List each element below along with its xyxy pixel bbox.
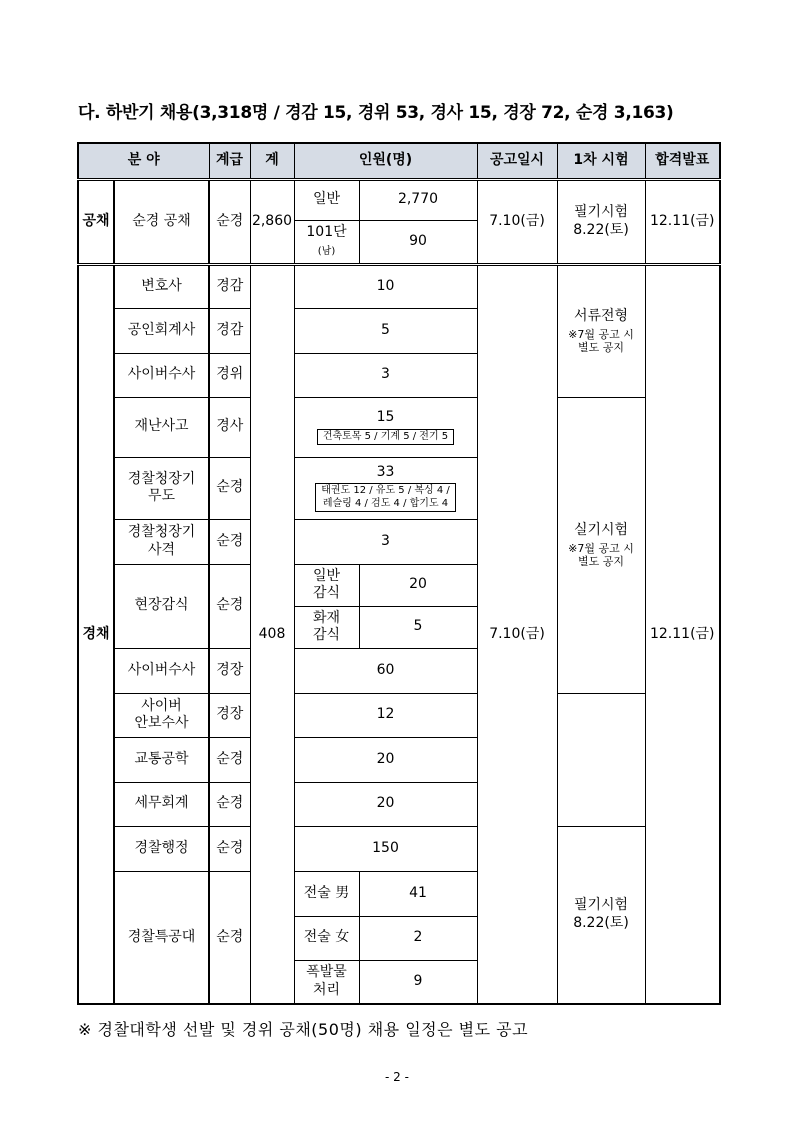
rank-cell: 순경	[209, 871, 250, 1004]
sub-count: 2	[359, 916, 477, 960]
field-cell: 경찰행정	[114, 826, 209, 871]
field-cell: 경찰청장기 사격	[114, 519, 209, 564]
total-cell: 2,860	[250, 179, 294, 264]
sub-label: 일반 감식	[294, 564, 359, 606]
sub-label: 폭발물 처리	[294, 960, 359, 1004]
table-row	[78, 782, 720, 826]
sub-label: 전술 女	[294, 916, 359, 960]
field-cell: 현장감식	[114, 564, 209, 648]
detail-box: 태권도 12 / 유도 5 / 복싱 4 / 레슬링 4 / 검도 4 / 합기도 4	[315, 483, 456, 512]
sub-count: 20	[359, 564, 477, 606]
count-cell: 60	[294, 648, 477, 693]
header-exam1: 1차 시험	[557, 143, 645, 179]
rank-cell: 경감	[209, 264, 250, 308]
sub-count: 2,770	[359, 179, 477, 220]
count-cell: 5	[294, 308, 477, 353]
page-number: - 2 -	[385, 1070, 409, 1084]
count-cell: 33 태권도 12 / 유도 5 / 복싱 4 / 레슬링 4 / 검도 4 / 합기도 4	[294, 457, 477, 519]
count-cell: 3	[294, 519, 477, 564]
rank-cell: 순경	[209, 519, 250, 564]
footnote: ※ 경찰대학생 선발 및 경위 공채(50명) 채용 일정은 별도 공고	[78, 1020, 529, 1039]
field-cell: 사이버수사	[114, 648, 209, 693]
rank-cell: 경장	[209, 693, 250, 737]
exam-cell-document: 서류전형 ※7월 공고 시 별도 공지	[557, 264, 645, 397]
exam-cell	[557, 179, 645, 264]
table-row	[78, 264, 720, 308]
sub-label: 101단 (남)	[294, 220, 359, 264]
announce-cell: 7.10(금)	[477, 179, 557, 264]
rank-cell: 순경	[209, 782, 250, 826]
table-row	[78, 826, 720, 871]
field-cell: 교통공학	[114, 737, 209, 782]
exam-title: 필기시험	[573, 204, 629, 220]
category-gyeongchae: 경채	[78, 264, 114, 1004]
header-row	[78, 143, 720, 179]
field-cell: 순경 공채	[114, 179, 209, 264]
count-cell: 3	[294, 353, 477, 397]
sub-label: 일반	[294, 179, 359, 220]
recruitment-table	[77, 142, 721, 1005]
category-gongchae: 공채	[78, 179, 114, 264]
sub-label: 전술 男	[294, 871, 359, 916]
header-personnel: 인원(명)	[294, 143, 477, 179]
count-cell: 15 건축토목 5 / 기계 5 / 전기 5	[294, 397, 477, 457]
rank-cell: 경장	[209, 648, 250, 693]
table-row	[78, 693, 720, 737]
section-title: 다. 하반기 채용(3,318명 / 경감 15, 경위 53, 경사 15, 경장 72, 순경 3,163)	[78, 103, 674, 123]
header-result: 합격발표	[645, 143, 720, 179]
rank-cell: 순경	[209, 737, 250, 782]
header-rank: 계급	[209, 143, 250, 179]
exam-date: 8.22(토)	[573, 221, 629, 238]
count-cell: 20	[294, 737, 477, 782]
sub-count: 5	[359, 606, 477, 648]
result-cell: 12.11(금)	[645, 264, 720, 1004]
field-cell: 변호사	[114, 264, 209, 308]
rank-cell: 순경	[209, 826, 250, 871]
field-cell: 공인회계사	[114, 308, 209, 353]
header-field: 분 야	[78, 143, 209, 179]
field-cell: 세무회계	[114, 782, 209, 826]
sub-count: 41	[359, 871, 477, 916]
table-row	[78, 397, 720, 457]
rank-cell: 순경	[209, 457, 250, 519]
header-announce: 공고일시	[477, 143, 557, 179]
exam-cell-practical: 실기시험 ※7월 공고 시 별도 공지	[557, 397, 645, 693]
table-row	[78, 179, 720, 220]
result-cell: 12.11(금)	[645, 179, 720, 264]
detail-box: 건축토목 5 / 기계 5 / 전기 5	[317, 429, 454, 446]
header-total: 계	[250, 143, 294, 179]
count-cell: 150	[294, 826, 477, 871]
rank-cell: 순경	[209, 564, 250, 648]
field-cell: 경찰특공대	[114, 871, 209, 1004]
sub-count: 9	[359, 960, 477, 1004]
announce-cell: 7.10(금)	[477, 264, 557, 1004]
field-cell: 재난사고	[114, 397, 209, 457]
field-cell: 사이버수사	[114, 353, 209, 397]
rank-cell: 순경	[209, 179, 250, 264]
count-cell: 10	[294, 264, 477, 308]
sub-label: 화재 감식	[294, 606, 359, 648]
rank-cell: 경사	[209, 397, 250, 457]
field-cell: 사이버 안보수사	[114, 693, 209, 737]
total-cell: 408	[250, 264, 294, 1004]
rank-cell: 경감	[209, 308, 250, 353]
count-cell: 20	[294, 782, 477, 826]
rank-cell: 경위	[209, 353, 250, 397]
sub-count: 90	[359, 220, 477, 264]
table-row	[78, 737, 720, 782]
count-cell: 12	[294, 693, 477, 737]
field-cell: 경찰청장기 무도	[114, 457, 209, 519]
exam-cell-written2: 필기시험 8.22(토)	[557, 826, 645, 1004]
